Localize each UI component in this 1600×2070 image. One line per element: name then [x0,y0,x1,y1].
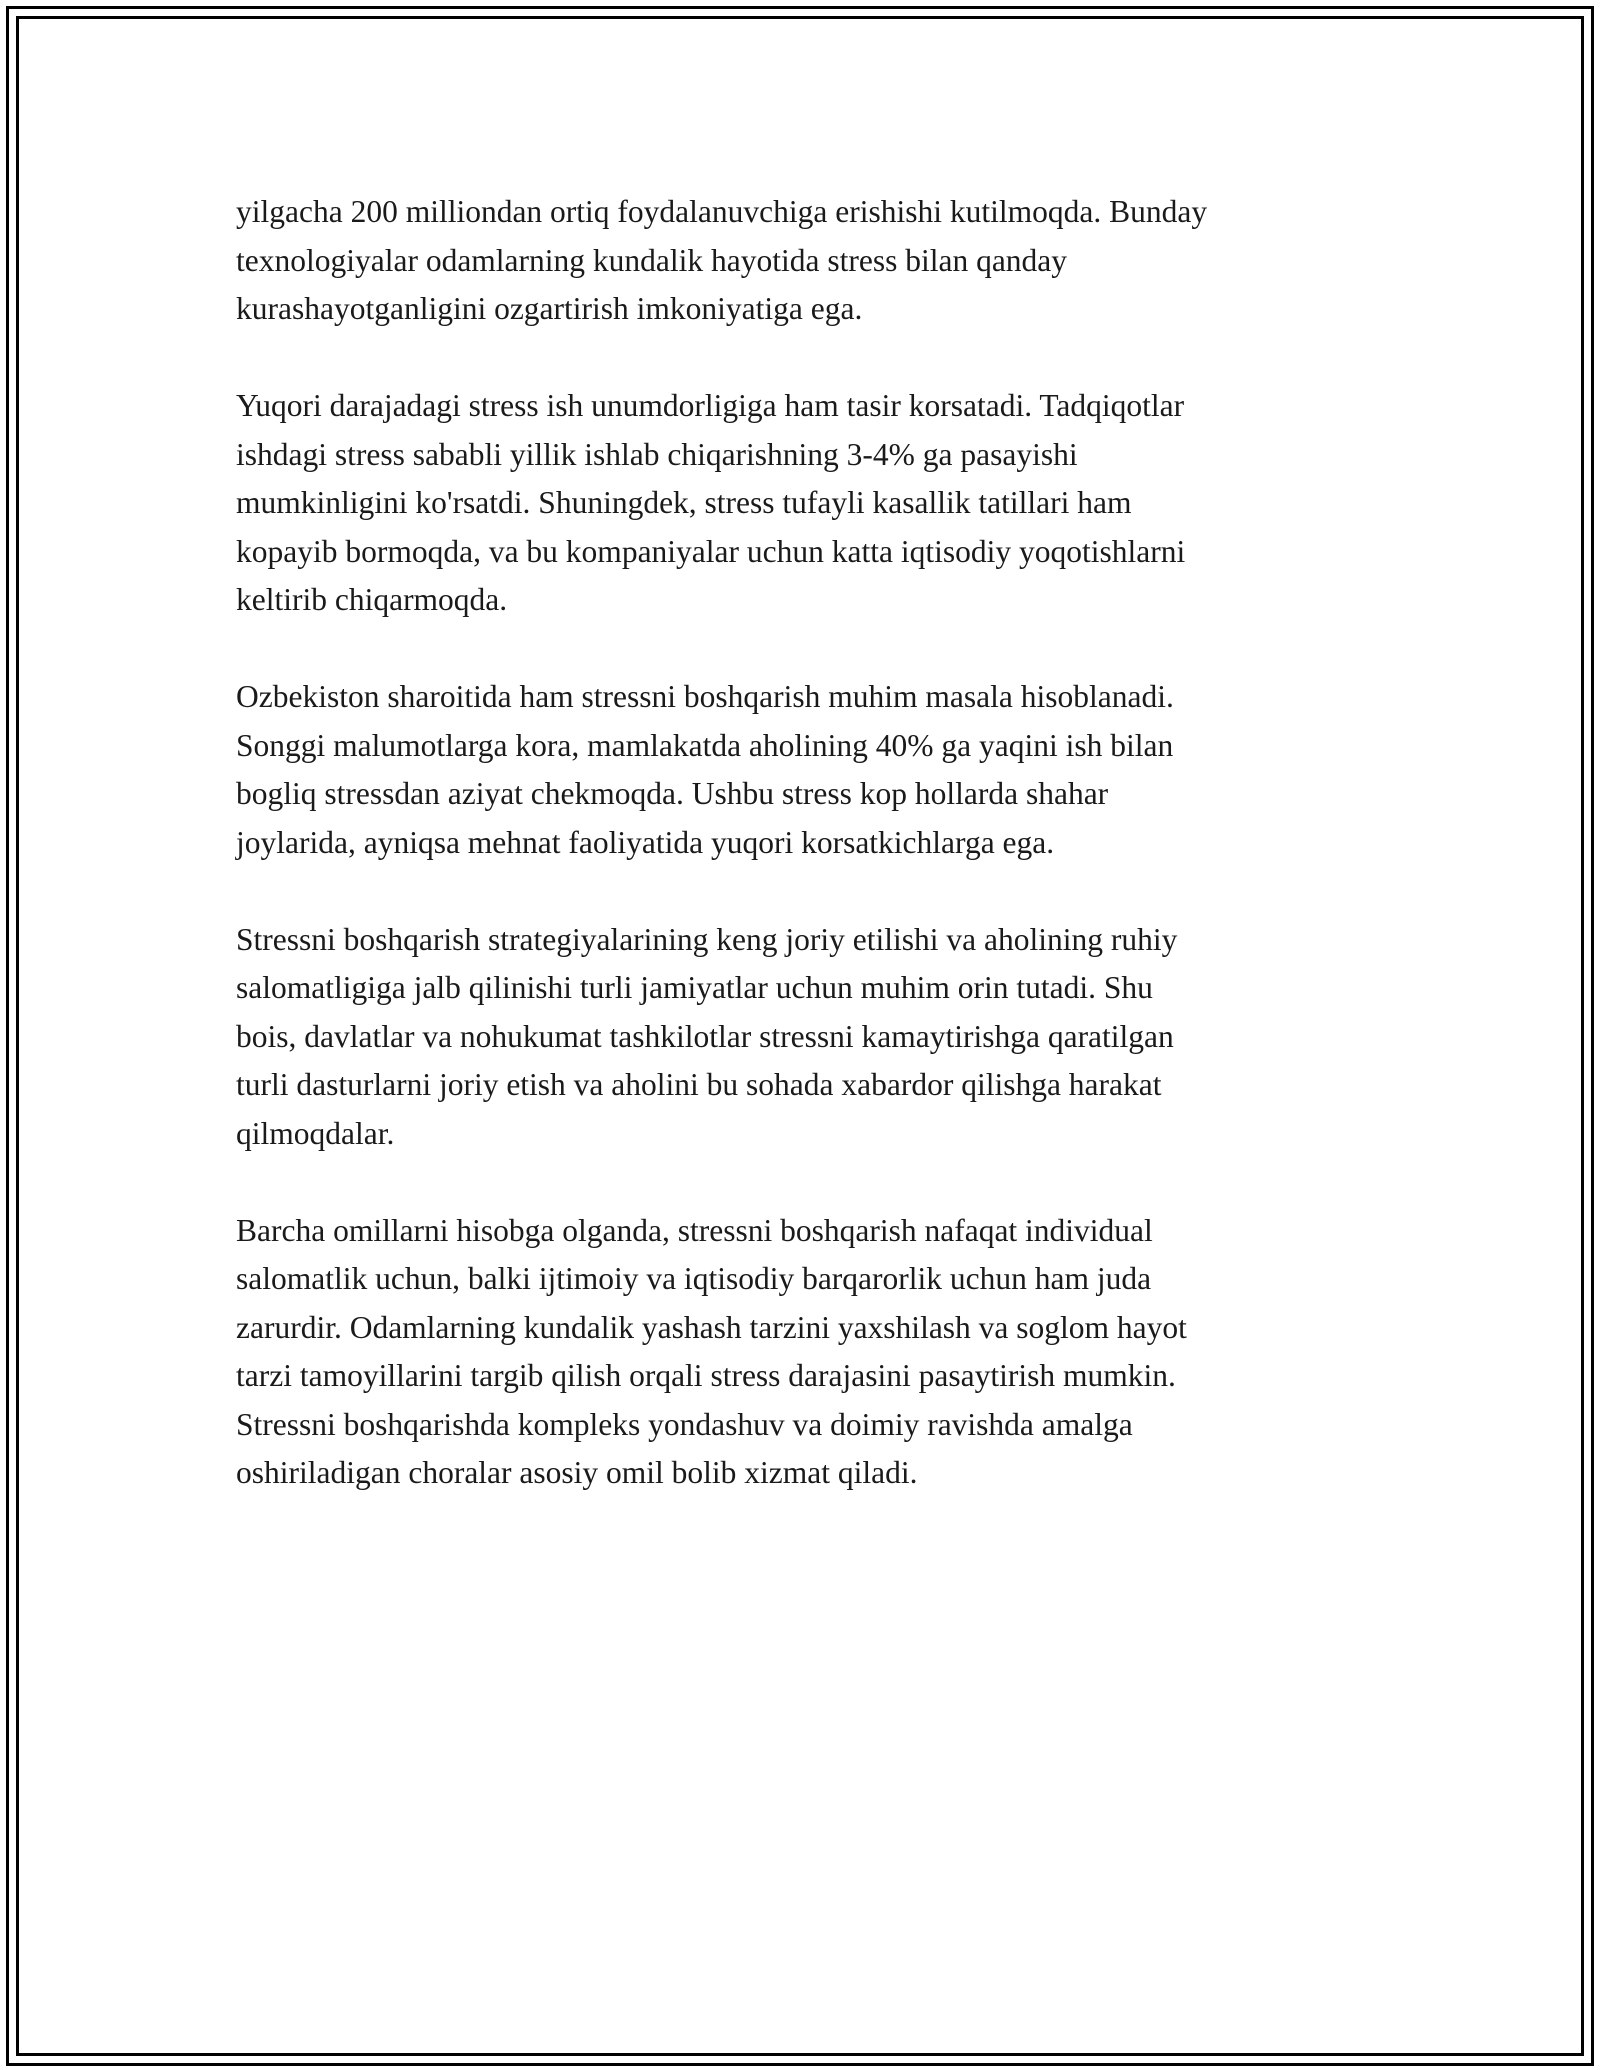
text-line: keltirib chiqarmoqda. [236,582,508,617]
text-line: Songgi malumotlarga kora, mamlakatda aholining 40% ga yaqini ish bilan [236,727,1174,763]
text-line: ishdagi stress sababli yillik ishlab chiqarishning 3-4% ga pasayishi [236,436,1078,472]
paragraph-5 [236,1207,1386,1498]
text-line: texnologiyalar odamlarning kundalik hayotida stress bilan qanday [236,242,1068,278]
text-line: bogliq stressdan aziyat chekmoqda. Ushbu stress kop hollarda shahar [236,776,1109,811]
paragraph-2 [236,382,1386,625]
text-line: yilgacha 200 milliondan ortiq foydalanuvchiga erishishi kutilmoqda. Bunday [236,194,1208,229]
text-line: Yuqori darajadagi stress ish unumdorligiga ham tasir korsatadi. Tadqiqotlar [236,388,1185,423]
text-line: kopayib bormoqda, va bu kompaniyalar uchun katta iqtisodiy yoqotishlarni [236,533,1186,569]
text-line: qilmoqdalar. [236,1115,395,1151]
paragraph-1 [236,188,1386,334]
text-line: bois, davlatlar va nohukumat tashkilotlar stressni kamaytirishga qaratilgan [236,1018,1174,1054]
text-line: zarurdir. Odamlarning kundalik yashash tarzini yaxshilash va soglom hayot [236,1309,1187,1345]
text-line: Stressni boshqarish strategiyalarining keng joriy etilishi va aholining ruhiy [236,921,1178,957]
text-line: Stressni boshqarishda kompleks yondashuv va doimiy ravishda amalga [236,1406,1133,1442]
text-line: tarzi tamoyillarini targib qilish orqali stress darajasini pasaytirish mumkin. [236,1358,1176,1393]
text-line: Barcha omillarni hisobga olganda, stressni boshqarish nafaqat individual [236,1212,1153,1248]
paragraph-3 [236,673,1386,867]
paragraph-4 [236,916,1386,1159]
text-line: Ozbekiston sharoitida ham stressni boshqarish muhim masala hisoblanadi. [236,679,1174,714]
text-line: kurashayotganligini ozgartirish imkoniyatiga ega. [236,291,863,326]
document-body [236,188,1386,1546]
text-line: joylarida, ayniqsa mehnat faoliyatida yuqori korsatkichlarga ega. [236,824,1055,860]
text-line: turli dasturlarni joriy etish va aholini bu sohada xabardor qilishga harakat [236,1067,1162,1102]
text-line: salomatlik uchun, balki ijtimoiy va iqtisodiy barqarorlik uchun ham juda [236,1261,1152,1296]
text-line: oshiriladigan choralar asosiy omil bolib xizmat qiladi. [236,1455,918,1490]
text-line: mumkinligini ko'rsatdi. Shuningdek, stress tufayli kasallik tatillari ham [236,485,1132,520]
text-line: salomatligiga jalb qilinishi turli jamiyatlar uchun muhim orin tutadi. Shu [236,970,1153,1005]
